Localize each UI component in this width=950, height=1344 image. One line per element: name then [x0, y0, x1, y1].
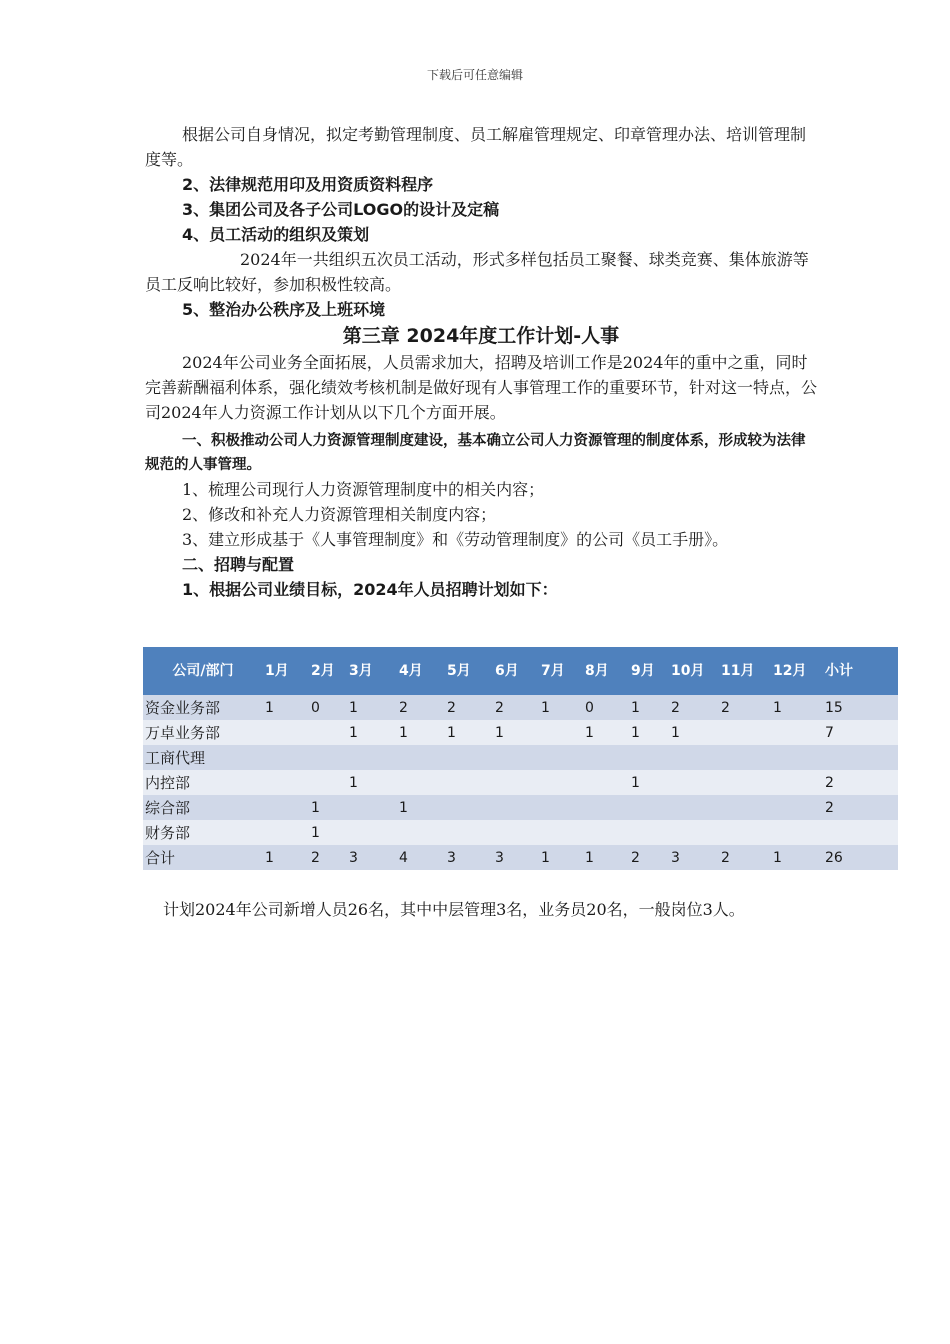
table-cell: 1: [263, 845, 309, 870]
table-cell: 1: [539, 845, 583, 870]
table-cell: 1: [309, 820, 347, 845]
column-header: 4月: [397, 647, 445, 695]
page-header: 下载后可任意编辑: [426, 68, 523, 82]
table-row: [143, 770, 898, 795]
table-cell: [445, 770, 493, 795]
table-cell: [263, 820, 309, 845]
chapter-title: 第三章 2024年度工作计划-人事: [342, 325, 620, 347]
table-cell: [309, 720, 347, 745]
department-cell: 资金业务部: [143, 695, 263, 720]
table-body: [143, 695, 898, 870]
table-cell: 3: [493, 845, 539, 870]
table-cell: [309, 770, 347, 795]
document-body: [145, 122, 817, 602]
table-cell: [493, 745, 539, 770]
table-cell: [583, 770, 629, 795]
table-cell: [583, 795, 629, 820]
item-2-heading: 2、法律规范用印及用资质资料程序: [182, 175, 434, 194]
table-row: [143, 820, 898, 845]
table-cell: 2: [669, 695, 719, 720]
table-cell: [263, 745, 309, 770]
section-2-title: 二、招聘与配置: [182, 555, 295, 574]
table-cell: [719, 720, 771, 745]
department-cell: 财务部: [143, 820, 263, 845]
table-cell: [669, 770, 719, 795]
table-cell: [669, 820, 719, 845]
table-row: [143, 720, 898, 745]
table-cell: 1: [347, 695, 397, 720]
table-cell: [539, 820, 583, 845]
table-cell: [719, 770, 771, 795]
table-cell: 2: [823, 770, 898, 795]
department-cell: 综合部: [143, 795, 263, 820]
column-header: 小计: [823, 647, 898, 695]
column-header: 5月: [445, 647, 493, 695]
table-row: [143, 845, 898, 870]
table-cell: 2: [629, 845, 669, 870]
table-cell: [347, 820, 397, 845]
item-3-heading: 3、集团公司及各子公司LOGO的设计及定稿: [182, 200, 500, 219]
table-cell: 1: [263, 695, 309, 720]
table-cell: 1: [669, 720, 719, 745]
intro-paragraph: 根据公司自身情况，拟定考勤管理制度、员工解雇管理规定、印章管理办法、培训管理制度等。: [145, 125, 807, 169]
table-cell: 2: [823, 795, 898, 820]
table-cell: [397, 770, 445, 795]
table-cell: 1: [445, 720, 493, 745]
table-cell: 2: [445, 695, 493, 720]
table-cell: 2: [309, 845, 347, 870]
table-cell: [823, 820, 898, 845]
table-cell: [771, 820, 823, 845]
table-cell: [719, 795, 771, 820]
section-1-item: 2、修改和补充人力资源管理相关制度内容；: [182, 505, 497, 524]
table-cell: 2: [493, 695, 539, 720]
table-cell: 1: [629, 695, 669, 720]
table-cell: [493, 820, 539, 845]
item-4-heading: 4、员工活动的组织及策划: [182, 225, 370, 244]
table-cell: 0: [583, 695, 629, 720]
column-header: 8月: [583, 647, 629, 695]
table-cell: [309, 745, 347, 770]
table-cell: [263, 770, 309, 795]
table-cell: 3: [445, 845, 493, 870]
table-cell: 2: [397, 695, 445, 720]
table-cell: 15: [823, 695, 898, 720]
column-header: 11月: [719, 647, 771, 695]
table-cell: [539, 795, 583, 820]
column-header: 3月: [347, 647, 397, 695]
recruitment-plan-table: [143, 647, 898, 870]
table-cell: [719, 820, 771, 845]
table-cell: 2: [719, 845, 771, 870]
table-cell: [347, 745, 397, 770]
table-row: [143, 795, 898, 820]
table-cell: 4: [397, 845, 445, 870]
table-cell: [445, 745, 493, 770]
table-cell: 2: [719, 695, 771, 720]
table-cell: [263, 795, 309, 820]
table-cell: 1: [539, 695, 583, 720]
section-1-item: 3、建立形成基于《人事管理制度》和《劳动管理制度》的公司《员工手册》。: [182, 530, 729, 549]
table-cell: [771, 770, 823, 795]
department-cell: 工商代理: [143, 745, 263, 770]
column-header: 7月: [539, 647, 583, 695]
table-cell: [629, 820, 669, 845]
table-cell: 0: [309, 695, 347, 720]
table-row: [143, 745, 898, 770]
table-cell: [539, 745, 583, 770]
column-header: 9月: [629, 647, 669, 695]
table-cell: [629, 745, 669, 770]
table-header-row: [143, 647, 898, 695]
column-header: 12月: [771, 647, 823, 695]
activity-paragraph: 2024年一共组织五次员工活动，形式多样包括员工聚餐、球类竞赛、集体旅游等员工反响比较好，参加积极性较高。: [145, 250, 809, 294]
table-cell: 1: [397, 795, 445, 820]
table-cell: [539, 720, 583, 745]
table-cell: 1: [771, 845, 823, 870]
column-header: 2月: [309, 647, 347, 695]
table-cell: 26: [823, 845, 898, 870]
table-cell: 1: [629, 720, 669, 745]
table-cell: [583, 745, 629, 770]
table-cell: [263, 720, 309, 745]
table-cell: [771, 720, 823, 745]
table-cell: [823, 745, 898, 770]
table-cell: [669, 795, 719, 820]
table-cell: 3: [669, 845, 719, 870]
table-cell: 1: [347, 770, 397, 795]
department-cell: 万卓业务部: [143, 720, 263, 745]
column-header: 6月: [493, 647, 539, 695]
table-row: [143, 695, 898, 720]
table-cell: [629, 795, 669, 820]
department-cell: 内控部: [143, 770, 263, 795]
section-1-item: 1、梳理公司现行人力资源管理制度中的相关内容；: [182, 480, 545, 499]
chapter-paragraph: 2024年公司业务全面拓展，人员需求加大，招聘及培训工作是2024年的重中之重，同时完善薪酬福利体系，强化绩效考核机制是做好现有人事管理工作的重要环节，针对这一特点，公司2024年人力资源工作计划从以下几个方面开展。: [145, 353, 818, 422]
table-cell: [493, 795, 539, 820]
table-cell: [719, 745, 771, 770]
section-1-title: 一、积极推动公司人力资源管理制度建设，基本确立公司人力资源管理的制度体系，形成较为法律规范的人事管理。: [145, 433, 806, 473]
table-cell: 1: [493, 720, 539, 745]
table-cell: 1: [771, 695, 823, 720]
table-cell: 1: [347, 720, 397, 745]
table-cell: [493, 770, 539, 795]
column-header: 10月: [669, 647, 719, 695]
table-cell: [445, 795, 493, 820]
table-cell: 1: [629, 770, 669, 795]
table-cell: 7: [823, 720, 898, 745]
summary-paragraph: 计划2024年公司新增人员26名，其中中层管理3名，业务员20名，一般岗位3人。: [163, 900, 745, 919]
table-cell: 1: [309, 795, 347, 820]
table-cell: [583, 820, 629, 845]
table-cell: [397, 820, 445, 845]
table-cell: 3: [347, 845, 397, 870]
table-cell: [669, 745, 719, 770]
table-cell: 1: [583, 720, 629, 745]
table-cell: 1: [583, 845, 629, 870]
department-cell: 合计: [143, 845, 263, 870]
table-cell: 1: [397, 720, 445, 745]
table-cell: [771, 795, 823, 820]
table-cell: [539, 770, 583, 795]
column-header: 1月: [263, 647, 309, 695]
section-2-subtitle: 1、根据公司业绩目标，2024年人员招聘计划如下：: [182, 580, 558, 599]
table-cell: [771, 745, 823, 770]
column-header: 公司/部门: [143, 647, 263, 695]
table-cell: [397, 745, 445, 770]
table-cell: [445, 820, 493, 845]
table-cell: [347, 795, 397, 820]
item-5-heading: 5、整治办公秩序及上班环境: [182, 300, 386, 319]
